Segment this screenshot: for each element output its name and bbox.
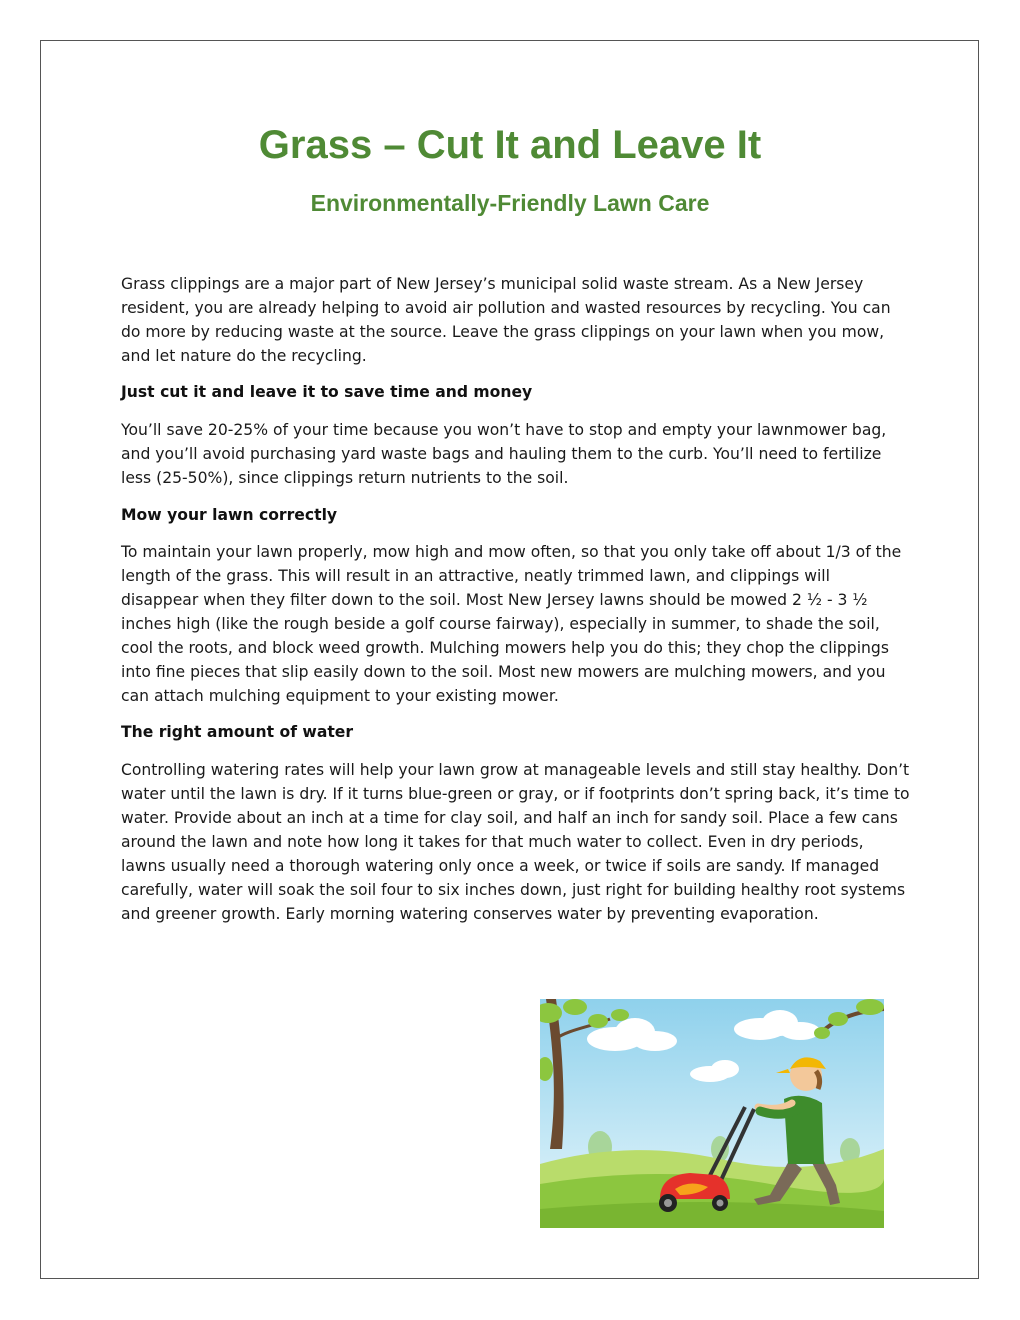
boy-mowing-lawn-illustration xyxy=(540,999,884,1228)
section-heading-save-time: Just cut it and leave it to save time and money xyxy=(121,383,533,401)
section-text-water: Controlling watering rates will help your lawn grow at manageable levels and still stay healthy. Don’t water until the lawn is dry. If it turns blue-green or gray, or if footprints don’t spring back, it’s time to water. Provide about an inch at a time for clay soil, and half an inch for sandy soil. Place a few cans around the lawn and note how long it takes for that much water to collect. Even in dry periods, lawns usually need a thorough watering only once a week, or twice if soils are sandy. If managed carefully, water will soak the soil four to six inches down, just right for building healthy root systems and greener growth. Early morning watering conserves water by preventing evaporation. xyxy=(121,761,910,923)
section-heading-water: The right amount of water xyxy=(121,723,354,741)
section-heading-mow: Mow your lawn correctly xyxy=(121,506,338,524)
section-text-mow: To maintain your lawn properly, mow high and mow often, so that you only take off about 1/3 of the length of the grass. This will result in an attractive, neatly trimmed lawn, and clippings will disappear when they filter down to the soil. Most New Jersey lawns should be mowed 2 ½ - 3 ½ inches high (like the rough beside a golf course fairway), especially in summer, to shade the soil, cool the roots, and block weed growth. Mulching mowers help you do this; they chop the clippings into fine pieces that slip easily down to the soil. Most new mowers are mulching mowers, and you can attach mulching equipment to your existing mower. xyxy=(121,543,902,705)
intro-paragraph: Grass clippings are a major part of New Jersey’s municipal solid waste stream. As a New Jersey resident, you are already helping to avoid air pollution and wasted resources by recycling. You can do more by reducing waste at the source. Leave the grass clippings on your lawn when you mow, and let nature do the recycling. xyxy=(121,275,891,365)
section-text-save-time: You’ll save 20-25% of your time because you won’t have to stop and empty your lawnmower bag, and you’ll avoid purchasing yard waste bags and hauling them to the curb. You’ll need to fertilize less (25-50%), since clippings return nutrients to the soil. xyxy=(121,421,887,487)
page-subtitle: Environmentally-Friendly Lawn Care xyxy=(310,190,710,216)
page-title: Grass – Cut It and Leave It xyxy=(258,123,762,167)
